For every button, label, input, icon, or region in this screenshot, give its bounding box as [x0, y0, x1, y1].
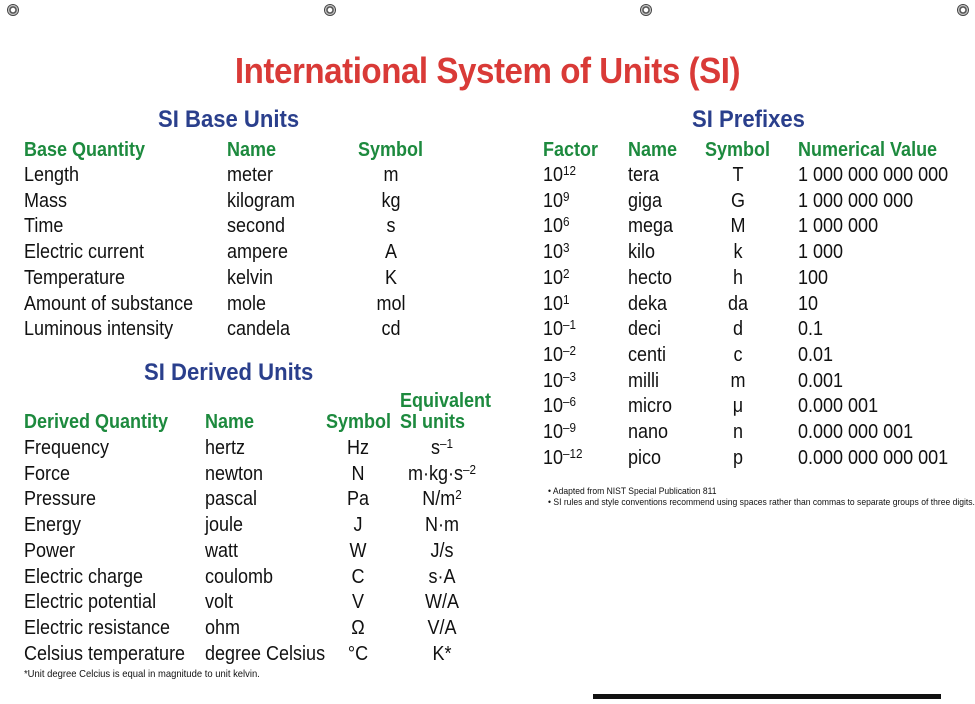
equivalent-base: m·kg·s [407, 462, 463, 485]
derived-quantity: Electric resistance [24, 616, 171, 639]
prefix-symbol: M [730, 215, 746, 238]
derived-name: coulomb [205, 565, 274, 588]
base-symbol: K [384, 266, 398, 289]
base-header-quantity: Base Quantity [24, 139, 146, 161]
prefix-note-spacing: • SI rules and style conventions recommend using spaces rather than commas to separate groups of three digits. [548, 497, 975, 508]
factor-base: 10 [543, 215, 564, 238]
base-quantity: Length [24, 164, 80, 186]
derived-equivalent [397, 512, 487, 538]
base-quantity: Electric current [24, 241, 145, 264]
prefix-name: micro [628, 395, 673, 418]
prefix-name: centi [628, 343, 667, 366]
factor-exponent: –6 [563, 394, 577, 410]
table-row [0, 316, 975, 342]
prefix-name: giga [628, 189, 663, 212]
prefix-value: 0.1 [798, 318, 824, 341]
factor-base: 10 [543, 189, 564, 212]
equivalent-base: N/m [422, 488, 456, 511]
prefix-value: 10 [798, 292, 819, 315]
derived-name: volt [205, 591, 234, 614]
prefix-name: deci [628, 318, 662, 341]
equivalent-base: K* [432, 642, 452, 665]
prefix-value: 0.000 000 000 001 [798, 446, 949, 469]
derived-quantity: Energy [24, 514, 82, 537]
prefixes-title: SI Prefixes [692, 106, 805, 133]
factor-base: 10 [543, 395, 564, 418]
prefix-symbol: p [732, 446, 744, 469]
prefix-symbol: d [732, 318, 744, 341]
derived-symbol: Ω [351, 616, 365, 639]
factor-exponent: 3 [563, 240, 570, 256]
prefix-factor [543, 213, 570, 239]
prefix-symbol: h [732, 266, 744, 289]
table-row [0, 342, 975, 368]
table-row [0, 393, 975, 419]
table-row [0, 239, 975, 265]
prefix-name: kilo [628, 241, 656, 264]
base-symbol: cd [381, 318, 401, 341]
derived-units-title: SI Derived Units [144, 359, 314, 386]
derived-name: pascal [205, 488, 258, 511]
prefix-factor [543, 342, 576, 368]
prefix-factor [543, 291, 570, 317]
base-name: meter [227, 164, 274, 186]
derived-symbol: W [349, 539, 367, 562]
prefix-name: hecto [628, 266, 673, 289]
table-row [0, 291, 975, 317]
prefix-factor [543, 265, 570, 291]
derived-header-name: Name [205, 411, 255, 433]
prefix-name: milli [628, 369, 659, 392]
base-name: candela [227, 318, 291, 341]
factor-base: 10 [543, 266, 564, 289]
base-quantity: Temperature [24, 266, 126, 289]
factor-exponent: –2 [563, 342, 577, 358]
prefix-symbol: G [730, 189, 746, 212]
table-row [0, 368, 975, 394]
derived-symbol: J [353, 514, 363, 537]
prefix-symbol: μ [732, 395, 744, 418]
derived-header-equivalent-line2: SI units [400, 411, 466, 433]
prefix-symbol: n [732, 421, 744, 443]
base-name: ampere [227, 241, 289, 264]
factor-exponent: 2 [563, 265, 570, 281]
derived-symbol: Pa [346, 488, 370, 511]
derived-quantity: Pressure [24, 488, 97, 511]
prefix-note-source: • Adapted from NIST Special Publication 811 [548, 486, 717, 497]
grommet-icon [8, 5, 18, 15]
derived-header-equivalent-line1: Equivalent [400, 390, 492, 412]
prefix-header-name: Name [628, 139, 678, 161]
derived-quantity: Electric potential [24, 591, 157, 614]
table-row [0, 162, 975, 188]
table-row [0, 615, 975, 641]
grommet-icon [641, 5, 651, 15]
base-symbol: mol [376, 292, 406, 315]
derived-name: watt [205, 539, 239, 562]
base-quantity: Luminous intensity [24, 318, 174, 341]
base-name: kilogram [227, 189, 296, 212]
prefix-symbol: da [727, 292, 749, 315]
derived-name: hertz [205, 437, 246, 459]
prefix-factor [543, 368, 576, 394]
derived-quantity: Electric charge [24, 565, 144, 588]
factor-base: 10 [543, 421, 564, 443]
factor-exponent: 12 [563, 163, 577, 178]
table-row [0, 213, 975, 239]
table-row [0, 564, 975, 590]
table-row [0, 265, 975, 291]
prefix-header-symbol: Symbol [705, 139, 771, 161]
derived-equivalent [397, 486, 487, 512]
prefix-name: tera [628, 164, 660, 186]
table-row [0, 188, 975, 214]
prefix-value: 0.001 [798, 369, 844, 392]
prefix-factor [543, 316, 576, 342]
base-symbol: m [383, 164, 399, 186]
derived-equivalent [397, 538, 487, 564]
table-row [0, 419, 975, 445]
table-row [0, 589, 975, 615]
factor-exponent: 9 [563, 188, 570, 204]
prefix-factor [543, 419, 576, 445]
prefix-symbol: c [733, 343, 743, 366]
factor-exponent: –1 [563, 317, 577, 333]
prefix-name: nano [628, 421, 669, 443]
derived-name: ohm [205, 616, 241, 639]
derived-symbol: V [351, 591, 365, 614]
derived-quantity: Celsius temperature [24, 642, 186, 665]
factor-exponent: 6 [563, 214, 570, 230]
base-quantity: Amount of substance [24, 292, 194, 315]
prefix-name: deka [628, 292, 668, 315]
grommet-icon [958, 5, 968, 15]
equivalent-base: s [430, 437, 440, 459]
derived-symbol: N [351, 462, 365, 485]
prefix-header-factor: Factor [543, 139, 599, 161]
prefix-factor [543, 162, 576, 188]
equivalent-base: V/A [427, 616, 457, 639]
factor-exponent: –3 [563, 368, 577, 384]
factor-base: 10 [543, 164, 564, 186]
prefix-value: 1 000 000 [798, 215, 879, 238]
derived-quantity: Frequency [24, 437, 110, 459]
derived-quantity: Force [24, 462, 71, 485]
prefix-value: 1 000 000 000 [798, 189, 914, 212]
prefix-value: 1 000 [798, 241, 844, 264]
base-name: mole [227, 292, 267, 315]
prefix-value: 1 000 000 000 000 [798, 164, 949, 186]
equivalent-base: N·m [424, 514, 459, 537]
prefix-symbol: m [730, 369, 746, 392]
derived-symbol: C [351, 565, 365, 588]
derived-quantity: Power [24, 539, 76, 562]
prefix-factor [543, 188, 570, 214]
prefix-factor [543, 393, 576, 419]
equivalent-base: s·A [428, 565, 456, 588]
prefix-value: 0.000 000 001 [798, 421, 914, 443]
equivalent-exponent: –2 [462, 461, 477, 477]
prefix-value: 0.000 001 [798, 395, 879, 418]
derived-equivalent [397, 641, 487, 667]
derived-header-quantity: Derived Quantity [24, 411, 169, 433]
prefix-header-value: Numerical Value [798, 139, 938, 161]
prefix-factor [543, 445, 583, 471]
base-units-title: SI Base Units [158, 106, 300, 133]
derived-name: joule [205, 514, 244, 537]
equivalent-exponent: 2 [455, 487, 462, 503]
grommet-icon [325, 5, 335, 15]
table-row [0, 538, 975, 564]
derived-header-symbol: Symbol [326, 411, 392, 433]
prefix-symbol: k [733, 241, 743, 264]
factor-base: 10 [543, 343, 564, 366]
bottom-bar [593, 694, 941, 699]
prefix-symbol: T [732, 164, 744, 186]
factor-base: 10 [543, 369, 564, 392]
table-row [0, 641, 975, 667]
page-title: International System of Units (SI) [234, 50, 741, 91]
table-row [0, 512, 975, 538]
table-row [0, 445, 975, 471]
derived-symbol: °C [347, 642, 369, 665]
prefix-factor [543, 239, 570, 265]
equivalent-exponent: –1 [439, 436, 454, 451]
derived-equivalent [397, 564, 487, 590]
base-header-symbol: Symbol [358, 139, 424, 161]
factor-exponent: 1 [563, 291, 570, 307]
base-header-name: Name [227, 139, 277, 161]
prefix-name: pico [628, 446, 662, 469]
equivalent-base: J/s [430, 539, 454, 562]
base-quantity: Mass [24, 189, 68, 212]
equivalent-base: W/A [424, 591, 460, 614]
prefix-name: mega [628, 215, 674, 238]
prefix-value: 0.01 [798, 343, 834, 366]
derived-equivalent [397, 589, 487, 615]
derived-name: degree Celsius [205, 642, 326, 665]
base-name: second [227, 215, 286, 238]
base-symbol: s [386, 215, 396, 238]
factor-base: 10 [543, 446, 564, 469]
derived-equivalent [397, 615, 487, 641]
factor-base: 10 [543, 318, 564, 341]
base-symbol: A [384, 241, 398, 264]
derived-symbol: Hz [346, 437, 369, 459]
prefix-value: 100 [798, 266, 829, 289]
base-quantity: Time [24, 215, 64, 238]
factor-exponent: –9 [563, 420, 577, 435]
derived-name: newton [205, 462, 264, 485]
factor-exponent: –12 [563, 445, 583, 461]
factor-base: 10 [543, 241, 564, 264]
base-name: kelvin [227, 266, 274, 289]
derived-footnote: *Unit degree Celcius is equal in magnitude to unit kelvin. [24, 668, 260, 680]
factor-base: 10 [543, 292, 564, 315]
base-symbol: kg [381, 189, 401, 212]
